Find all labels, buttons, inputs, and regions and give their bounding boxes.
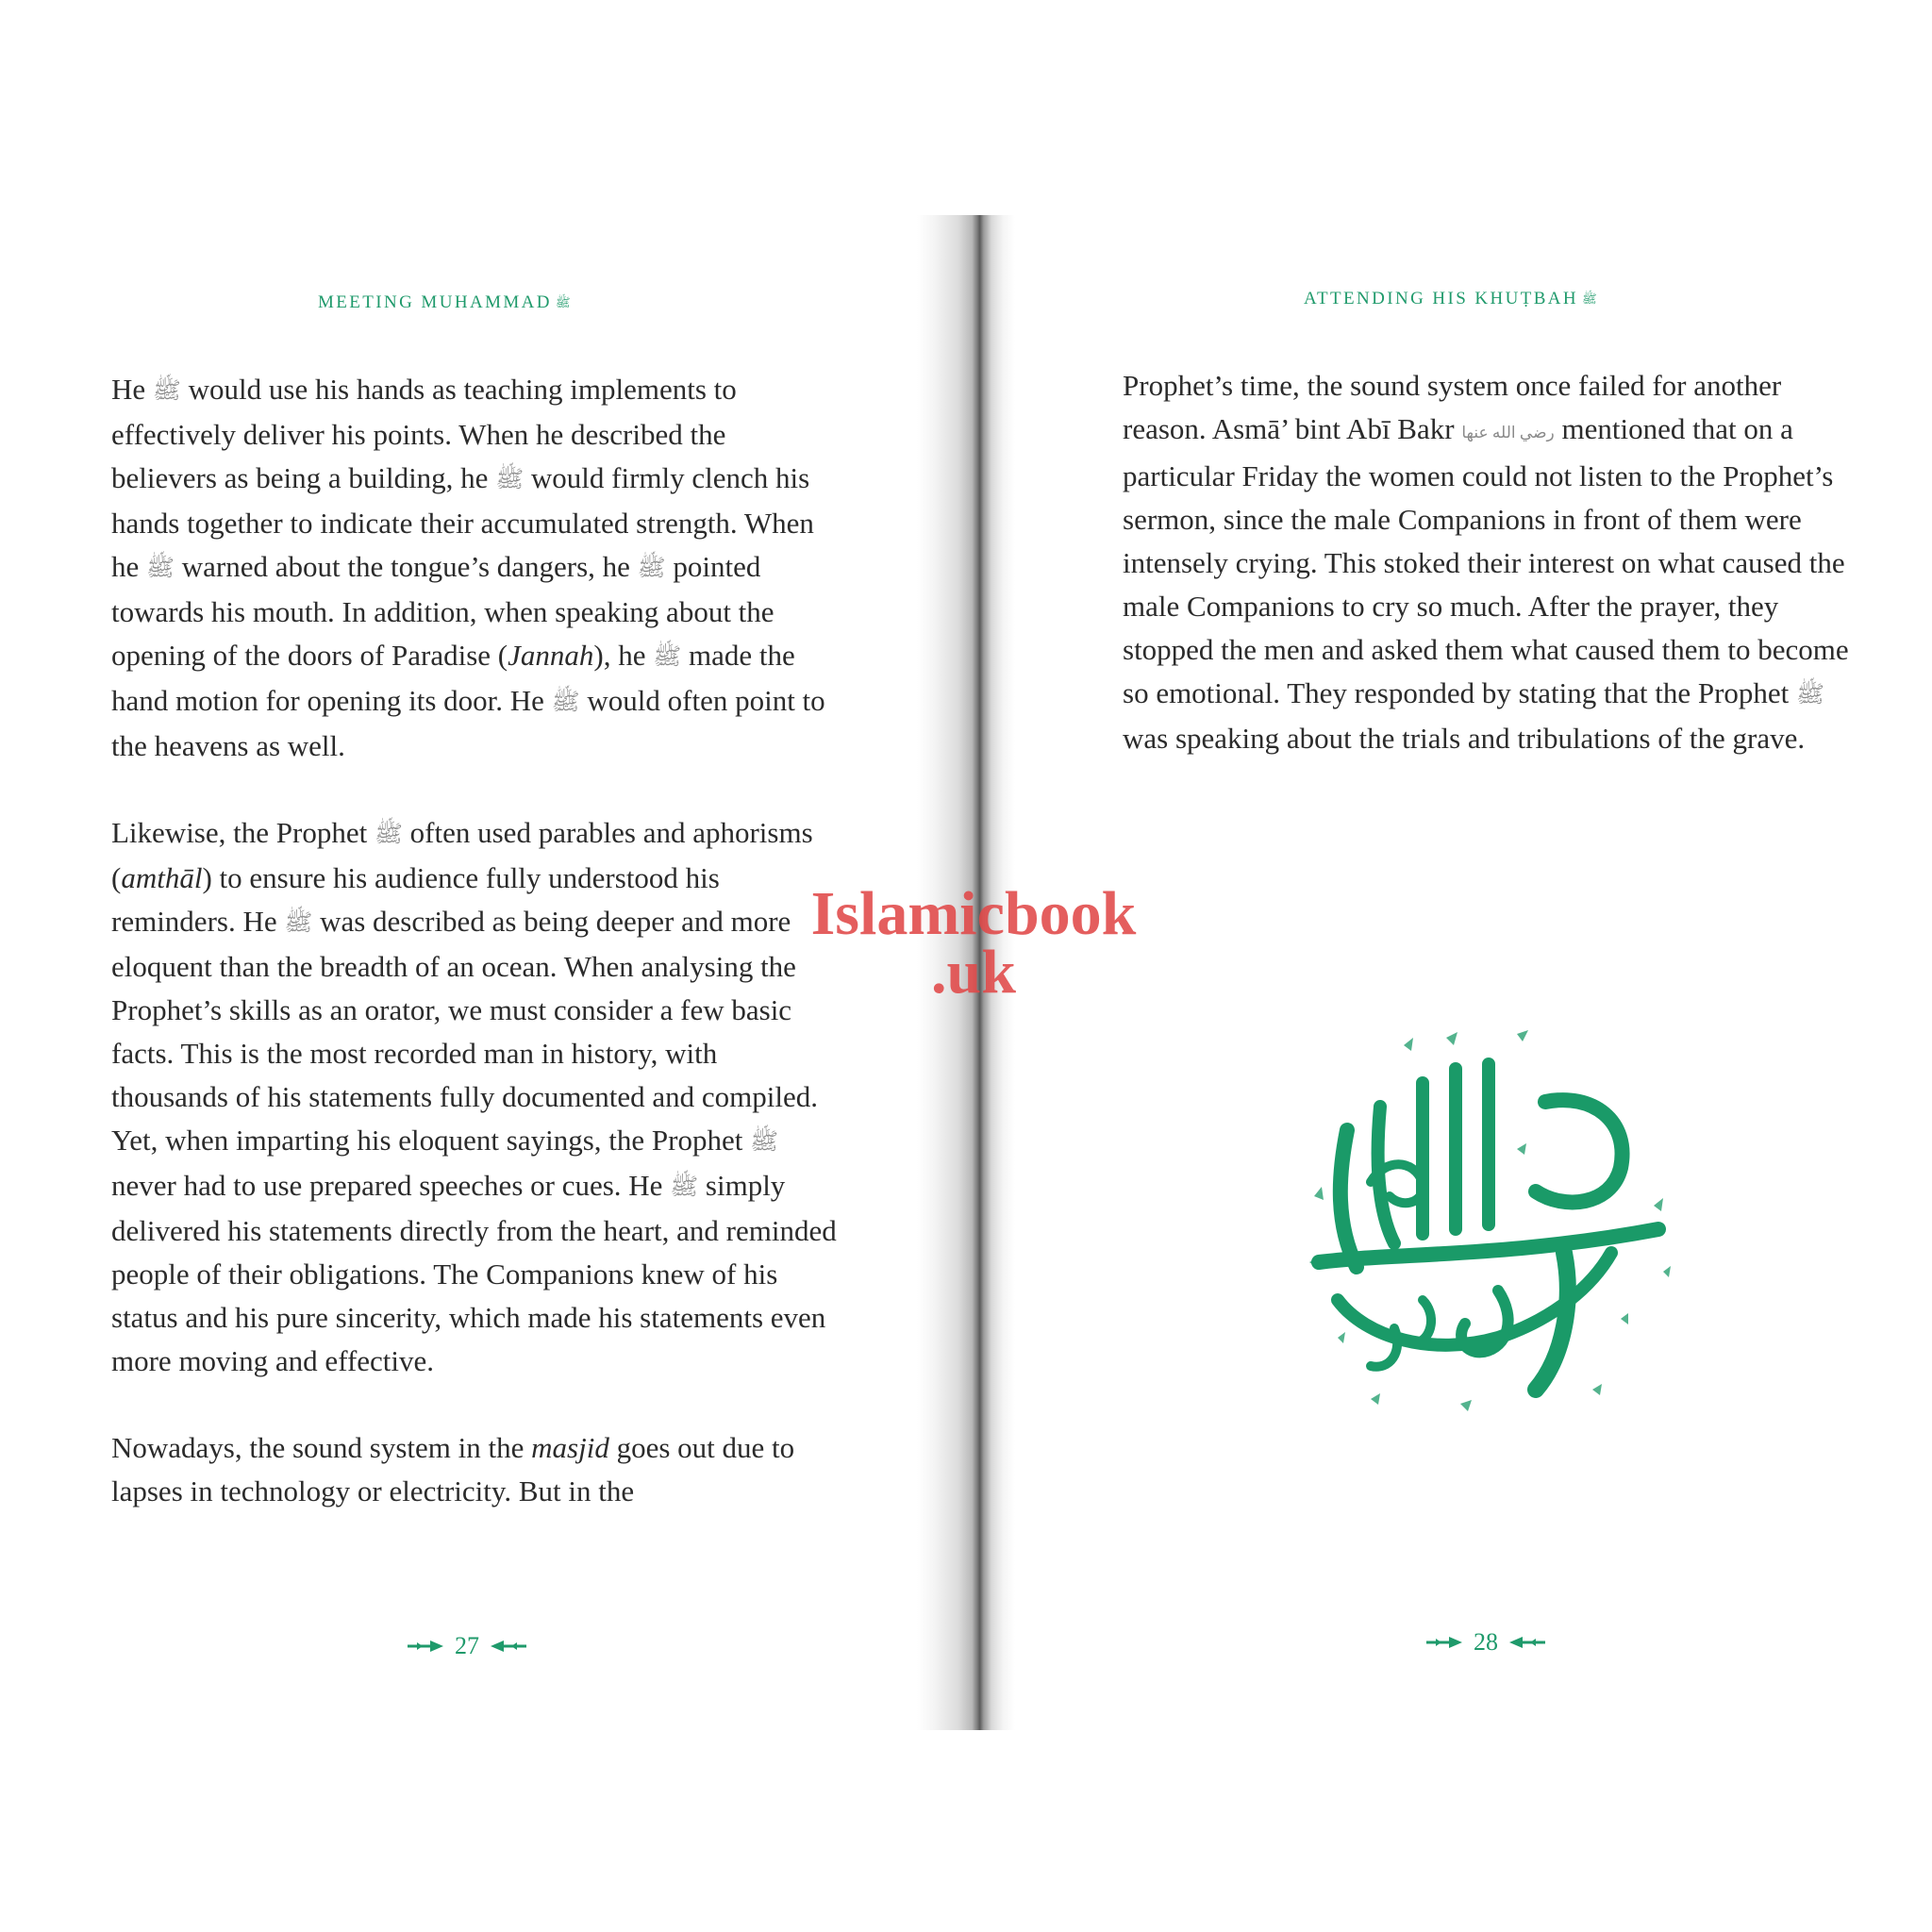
text-run: Nowadays, the sound system in the: [111, 1431, 532, 1464]
honorific-icon: ﷺ: [750, 1129, 779, 1155]
right-page: [1015, 215, 1932, 1730]
honorific-icon: ﷺ: [555, 295, 571, 309]
text-run: was speaking about the trials and tribulations of the grave.: [1123, 722, 1806, 755]
italic-term: amthāl: [121, 861, 203, 894]
watermark-line-2: .uk: [931, 938, 1016, 1007]
honorific-icon: ﷺ: [152, 378, 181, 404]
honorific-icon: ﷺ: [374, 822, 403, 847]
text-run: never had to use prepared speeches or cues. He: [111, 1169, 671, 1202]
italic-term: masjid: [531, 1431, 609, 1464]
honorific-icon: ﷺ: [146, 556, 175, 581]
honorific-icon: ﷺ: [670, 1174, 699, 1200]
text-run: ) to ensure his audience fully understood his reminders. He: [111, 861, 720, 938]
text-run: ), he: [593, 639, 654, 672]
paragraph: [111, 1426, 838, 1513]
left-page: [0, 215, 917, 1730]
paragraph: [111, 368, 838, 768]
honorific-icon: ﷺ: [637, 556, 666, 581]
text-run: Likewise, the Prophet: [111, 816, 375, 849]
text-run: often used parables and aphorisms (: [111, 816, 813, 894]
text-run: was described as being deeper and more eloquent than the breadth of an ocean. When analysing the Prophet’s skills as an orator, we must consider a few basic facts. This is the most recorded man in history, with thousands of his statements fully documented and compiled. Yet, when imparting his eloquent sayings, the Prophet: [111, 905, 819, 1157]
page-number-text: 28: [1474, 1628, 1498, 1656]
ornament-arrow-right-icon: [1424, 1636, 1464, 1649]
watermark: [804, 879, 1143, 1007]
text-run: He: [111, 373, 153, 406]
right-body-text: [1123, 364, 1868, 760]
ornament-arrow-left-icon: [1507, 1636, 1547, 1649]
page-number-text: 27: [455, 1632, 479, 1659]
honorific-icon: ﷺ: [551, 690, 580, 715]
paragraph: [1123, 364, 1868, 760]
honorific-icon: ﷺ: [1796, 682, 1824, 708]
ornament-arrow-right-icon: [406, 1640, 445, 1653]
left-page-number: [406, 1632, 528, 1660]
text-run: simply delivered his statements directly from the heart, and reminded people of their obligations. The Companions knew of his status and his pure sincerity, which made his statements even more moving and effective.: [111, 1169, 837, 1377]
honorific-icon: ﷺ: [1582, 291, 1597, 306]
text-run: pointed towards his mouth. In addition, when speaking about the opening of the doors of Paradise (: [111, 550, 774, 672]
right-running-head-text: ATTENDING HIS KHUṬBAH: [1304, 289, 1579, 308]
text-run: goes out due to lapses in technology or electricity. But in the: [111, 1431, 795, 1507]
text-run: made the hand motion for opening its door. He: [111, 639, 795, 717]
left-running-head-text: MEETING MUHAMMAD: [318, 292, 552, 312]
watermark-line-1: Islamicbook: [810, 879, 1137, 948]
text-run: Prophet’s time, the sound system once failed for another reason. Asmā’ bint Abī Bakr: [1123, 369, 1782, 445]
honorific-icon: رضي الله عنها: [1461, 424, 1555, 441]
salawat-calligraphy-icon: [1281, 1017, 1689, 1413]
text-run: would often point to the heavens as well.: [111, 684, 825, 762]
honorific-icon: ﷺ: [653, 644, 682, 670]
paragraph: [111, 811, 838, 1383]
text-run: warned about the tongue’s dangers, he: [174, 550, 638, 583]
right-running-head: [1304, 289, 1597, 309]
honorific-icon: ﷺ: [284, 910, 313, 936]
left-running-head: [318, 292, 571, 313]
ornament-arrow-left-icon: [489, 1640, 528, 1653]
left-body-text: [111, 368, 838, 1513]
text-run: would use his hands as teaching implements to effectively deliver his points. When he described the believers as being a building, he: [111, 373, 737, 494]
italic-term: Jannah: [508, 639, 594, 672]
right-page-number: [1424, 1628, 1547, 1657]
honorific-icon: ﷺ: [495, 467, 525, 492]
text-run: mentioned that on a particular Friday the women could not listen to the Prophet’s sermon, since the male Companions in front of them were intensely crying. This stoked their interest on what caused the male Companions to cry so much. After the prayer, they stopped the men and asked them what caused them to become so emotional. They responded by stating that the Prophet: [1123, 412, 1849, 709]
text-run: would firmly clench his hands together to indicate their accumulated strength. When he: [111, 461, 814, 583]
